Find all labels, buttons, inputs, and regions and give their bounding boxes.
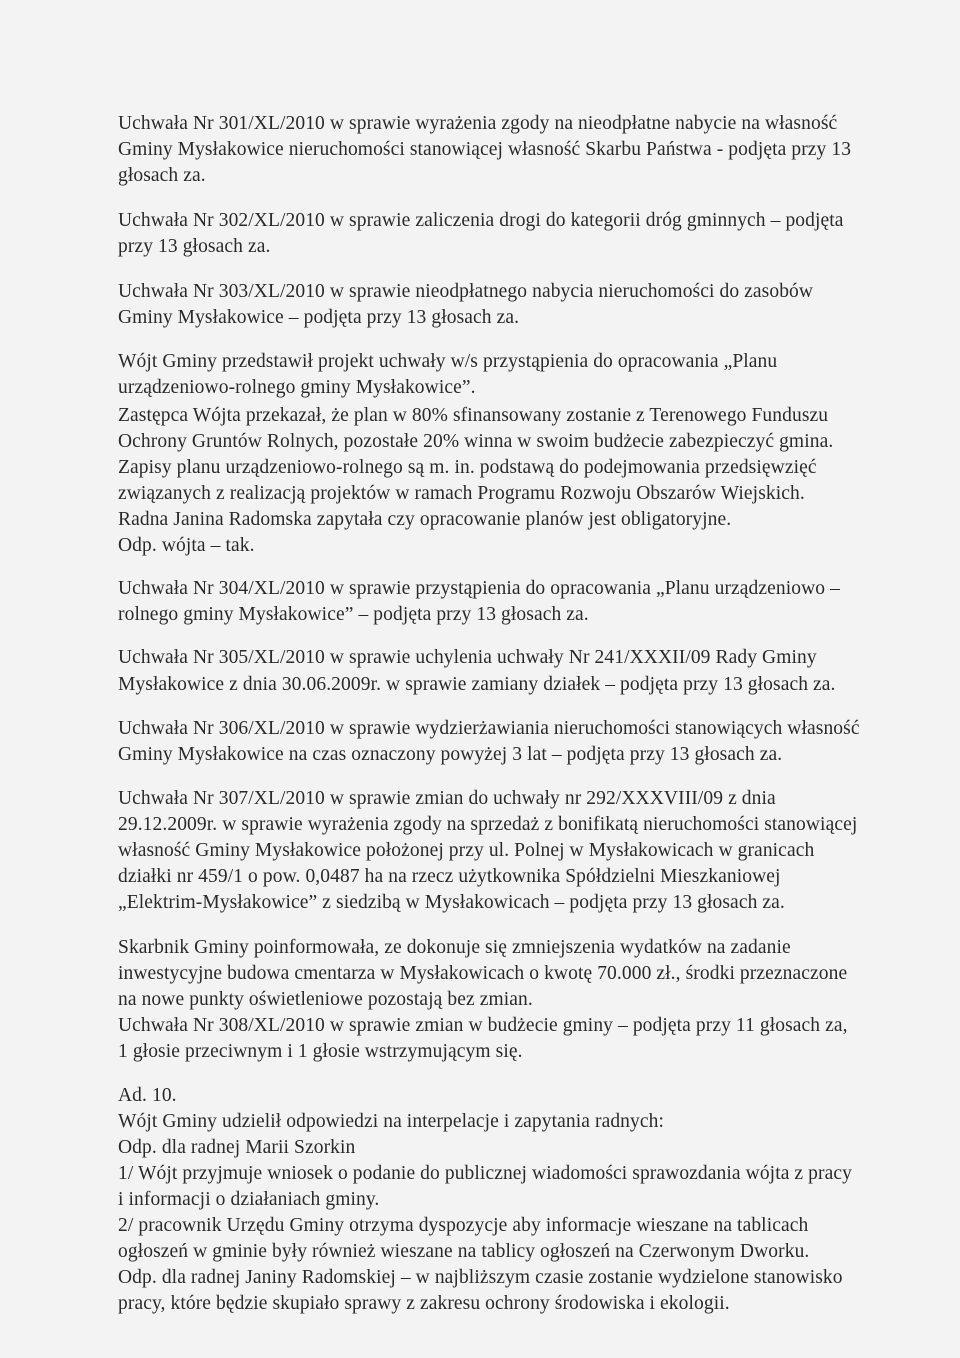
text-line: 2/ pracownik Urzędu Gminy otrzyma dyspozycje aby informacje wieszane na tablicach [118, 1215, 809, 1236]
text-line: rolnego gminy Mysłakowice” – podjęta przy 13 głosach za. [118, 604, 589, 625]
text-line: Zastępca Wójta przekazał, że plan w 80% sfinansowany zostanie z Terenowego Funduszu [118, 405, 829, 426]
text-line: Uchwała Nr 304/XL/2010 w sprawie przystąpienia do opracowania „Planu urządzeniowo – [118, 578, 840, 599]
text-line: Zapisy planu urządzeniowo-rolnego są m. in. podstawą do podejmowania przedsięwzięć [118, 457, 817, 478]
text-line: Mysłakowice z dnia 30.06.2009r. w sprawie zamiany działek – podjęta przy 13 głosach za. [118, 674, 836, 695]
text-line: 1 głosie przeciwnym i 1 głosie wstrzymującym się. [118, 1041, 523, 1062]
text-line: ogłoszeń w gminie były również wieszane na tablicy ogłoszeń na Czerwonym Dworku. [118, 1241, 810, 1262]
text-line: przy 13 głosach za. [118, 236, 271, 257]
text-line: pracy, które będzie skupiało sprawy z zakresu ochrony środowiska i ekologii. [118, 1293, 730, 1314]
text-line: 1/ Wójt przyjmuje wniosek o podanie do publicznej wiadomości sprawozdania wójta z pracy [118, 1163, 852, 1184]
text-line: Ad. 10. [118, 1085, 177, 1106]
text-line: Gminy Mysłakowice na czas oznaczony powyżej 3 lat – podjęta przy 13 głosach za. [118, 744, 783, 765]
text-line: Uchwała Nr 301/XL/2010 w sprawie wyrażenia zgody na nieodpłatne nabycie na własność [118, 113, 838, 134]
text-line: Uchwała Nr 307/XL/2010 w sprawie zmian do uchwały nr 292/XXXVIII/09 z dnia [118, 788, 776, 809]
text-line: Gminy Mysłakowice nieruchomości stanowiącej własność Skarbu Państwa - podjęta przy 13 [118, 139, 852, 160]
text-line: 29.12.2009r. w sprawie wyrażenia zgody na sprzedaż z bonifikatą nieruchomości stanowiącej [118, 814, 858, 835]
text-line: Uchwała Nr 306/XL/2010 w sprawie wydzierżawiania nieruchomości stanowiących własność [118, 718, 860, 739]
text-line: na nowe punkty oświetleniowe pozostają bez zmian. [118, 989, 533, 1010]
text-line: Odp. wójta – tak. [118, 535, 255, 556]
text-line: działki nr 459/1 o pow. 0,0487 ha na rzecz użytkownika Spółdzielni Mieszkaniowej [118, 866, 781, 887]
text-line: i informacji o działaniach gminy. [118, 1189, 380, 1210]
text-line: głosach za. [118, 165, 206, 186]
text-line: Uchwała Nr 302/XL/2010 w sprawie zaliczenia drogi do kategorii dróg gminnych – podjęta [118, 210, 844, 231]
text-line: Wójt Gminy przedstawił projekt uchwały w/s przystąpienia do opracowania „Planu [118, 351, 778, 372]
text-line: Uchwała Nr 308/XL/2010 w sprawie zmian w budżecie gminy – podjęta przy 11 głosach za, [118, 1015, 848, 1036]
text-line: Uchwała Nr 305/XL/2010 w sprawie uchylenia uchwały Nr 241/XXXII/09 Rady Gminy [118, 647, 817, 668]
text-line: urządzeniowo-rolnego gminy Mysłakowice”. [118, 377, 476, 398]
text-line: Skarbnik Gminy poinformowała, ze dokonuje się zmniejszenia wydatków na zadanie [118, 937, 791, 958]
text-line: Uchwała Nr 303/XL/2010 w sprawie nieodpłatnego nabycia nieruchomości do zasobów [118, 281, 814, 302]
text-line: związanych z realizacją projektów w ramach Programu Rozwoju Obszarów Wiejskich. [118, 483, 805, 504]
text-line: własność Gminy Mysłakowice położonej przy ul. Polnej w Mysłakowicach w granicach [118, 840, 815, 861]
text-line: Wójt Gminy udzielił odpowiedzi na interpelacje i zapytania radnych: [118, 1111, 665, 1132]
text-line: Odp. dla radnej Janiny Radomskiej – w najbliższym czasie zostanie wydzielone stanowisko [118, 1267, 843, 1288]
text-line: Gminy Mysłakowice – podjęta przy 13 głosach za. [118, 307, 520, 328]
text-line: Odp. dla radnej Marii Szorkin [118, 1137, 356, 1158]
text-line: Radna Janina Radomska zapytała czy opracowanie planów jest obligatoryjne. [118, 509, 732, 530]
text-line: „Elektrim-Mysłakowice” z siedzibą w Mysłakowicach – podjęta przy 13 głosach za. [118, 892, 785, 913]
text-line: inwestycyjne budowa cmentarza w Mysłakowicach o kwotę 70.000 zł., środki przeznaczone [118, 963, 848, 984]
text-line: Ochrony Gruntów Rolnych, pozostałe 20% winna w swoim budżecie zabezpieczyć gmina. [118, 431, 834, 452]
